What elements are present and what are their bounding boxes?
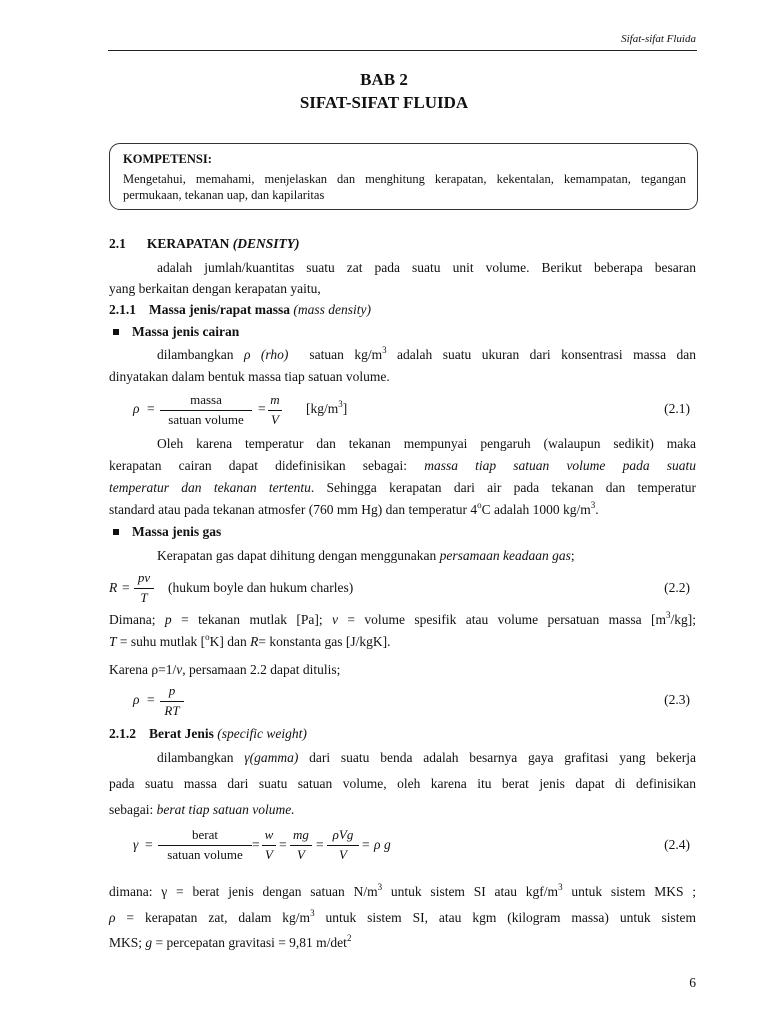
eq-symbol: γ: [133, 837, 139, 852]
fraction-denominator: V: [271, 412, 279, 427]
eq-note: (hukum boyle dan hukum charles): [168, 580, 354, 595]
header-rule: [108, 50, 697, 51]
subsection-number: 2.1.2: [109, 726, 136, 741]
paragraph-line: dilambangkan ρ (rho) satuan $kg/m^3$ adalah suatu ukuran dari konsentrasi massa dan: [157, 345, 697, 362]
paragraph-line: MKS; g = percepatan gravitasi = 9,81 $m/\det^2$: [109, 933, 352, 950]
fraction-numerator: pv: [137, 570, 151, 585]
equation-number: (2.1): [664, 401, 690, 416]
equation-number: (2.2): [664, 580, 690, 595]
section-number: 2.1: [109, 236, 126, 251]
paragraph-line: Karena ρ=1/v, persamaan 2.2 dapat ditulis;: [109, 662, 341, 677]
section-heading-2-1: [109, 236, 300, 252]
eq-symbol: ρ: [133, 401, 140, 416]
eq-symbol: ρ: [133, 692, 140, 707]
paragraph-line: dilambangkan γ(gamma) dari suatu benda adalah besarnya gaya grafitasi yang bekerja: [157, 750, 697, 765]
fraction-bar: [160, 410, 252, 411]
fraction-bar: [268, 410, 282, 411]
competency-box: [109, 143, 698, 210]
subsection-title-en: (mass density): [293, 302, 371, 317]
eq-unit: $[kg/m^3]$: [306, 399, 348, 416]
eq-symbol: ρ: [374, 837, 381, 852]
fraction-denominator: V: [339, 847, 347, 862]
bullet-square-icon: [113, 529, 119, 535]
bullet-label: Massa jenis gas: [132, 524, 222, 539]
paragraph-line: adalah jumlah/kuantitas suatu zat pada suatu unit volume. Berikut beberapa besaran: [157, 260, 696, 275]
fraction-numerator: berat: [192, 827, 218, 842]
subsection-title: Berat Jenis: [149, 726, 214, 741]
fraction-numerator: ρVg: [332, 827, 354, 842]
bullet-label: Massa jenis cairan: [132, 324, 240, 339]
subsection-heading-2-1-1: [109, 302, 371, 318]
paragraph-line: T = suhu mutlak [$^o$K] dan R= konstanta gas [J/kgK].: [109, 632, 391, 649]
subsection-title-en: (specific weight): [217, 726, 307, 741]
equation-number: (2.4): [664, 837, 690, 852]
fraction-denominator: V: [265, 847, 273, 862]
eq-symbol: R: [109, 580, 118, 595]
paragraph-line: temperatur dan tekanan tertentu. Sehingga kerapatan dari air pada tekanan dan temperatur: [109, 480, 697, 495]
fraction-bar: [158, 845, 252, 846]
subsection-heading-2-1-2: [109, 726, 307, 742]
bullet-item: [111, 524, 221, 540]
fraction-denominator: RT: [164, 703, 180, 718]
chapter-number: BAB 2: [360, 70, 408, 89]
paragraph-line: Dimana; p = tekanan mutlak [Pa]; v = volume spesifik atau volume persatuan massa $[m^3/kg]$;: [109, 610, 697, 627]
paragraph-line: yang berkaitan dengan kerapatan yaitu,: [109, 281, 321, 296]
fraction-bar: [134, 588, 154, 589]
fraction-bar: [160, 701, 184, 702]
paragraph-line: dinyatakan dalam bentuk massa tiap satuan volume.: [109, 369, 390, 384]
eq-symbol: =: [252, 837, 260, 852]
paragraph-line: pada suatu massa dari suatu satuan volume, oleh karena itu berat jenis dapat di definisikan: [109, 776, 696, 791]
fraction-denominator: satuan volume: [167, 847, 243, 862]
section-title: KERAPATAN: [146, 236, 230, 251]
eq-symbol: =: [147, 692, 155, 707]
paragraph-line: Oleh karena temperatur dan tekanan mempunyai pengaruh (walaupun sedikit) maka: [157, 436, 696, 451]
subsection-number: 2.1.1: [109, 302, 136, 317]
bullet-square-icon: [113, 329, 119, 335]
fraction-numerator: m: [270, 392, 280, 407]
eq-symbol: =: [147, 401, 155, 416]
eq-symbol: =: [362, 837, 370, 852]
eq-symbol: =: [145, 837, 153, 852]
subsection-title: Massa jenis/rapat massa: [149, 302, 290, 317]
fraction-bar: [262, 845, 276, 846]
chapter-title: SIFAT-SIFAT FLUIDA: [299, 93, 469, 112]
paragraph-line: standard atau pada tekanan atmosfer (760 mm Hg) dan temperatur 4$^o$C adalah 1000 $kg/m^3$.: [109, 500, 599, 517]
fraction-denominator: V: [297, 847, 305, 862]
paragraph-line: Kerapatan gas dapat dihitung dengan menggunakan persamaan keadaan gas;: [157, 548, 575, 563]
fraction-bar: [327, 845, 359, 846]
paragraph-line: ρ = kerapatan zat, dalam $kg/m^3$ untuk sistem SI, atau kgm (kilogram massa) untuk sistem: [109, 908, 697, 925]
paragraph-line: kerapatan cairan dapat didefinisikan sebagai: massa tiap satuan volume pada suatu: [109, 458, 697, 473]
competency-text: Mengetahui, memahami, menjelaskan dan menghitung kerapatan, kekentalan, kemampatan, tegangan permukaan, tekanan uap, dan kapilaritas: [123, 172, 686, 202]
fraction-numerator: w: [264, 827, 274, 842]
competency-title: KOMPETENSI:: [123, 152, 212, 166]
fraction-denominator: satuan volume: [168, 412, 244, 427]
paragraph-line: sebagai: berat tiap satuan volume.: [109, 802, 295, 817]
fraction-numerator: p: [168, 683, 176, 698]
eq-symbol: =: [258, 401, 266, 416]
eq-symbol: =: [316, 837, 324, 852]
fraction-denominator: T: [140, 590, 148, 605]
fraction-numerator: mg: [293, 827, 309, 842]
bullet-item: [111, 324, 239, 340]
paragraph-line: dimana: γ = berat jenis dengan satuan $N/m^3$ untuk sistem SI atau kgf/$m^3$ untuk sistem MKS ;: [109, 882, 697, 899]
eq-symbol: g: [384, 837, 391, 852]
page-number: 6: [689, 975, 696, 990]
eq-symbol: =: [279, 837, 287, 852]
eq-symbol: =: [122, 580, 130, 595]
fraction-bar: [290, 845, 312, 846]
running-header: Sifat-sifat Fluida: [621, 33, 696, 45]
equation-number: (2.3): [664, 692, 690, 707]
fraction-numerator: massa: [190, 392, 222, 407]
section-title-en: (DENSITY): [232, 236, 300, 251]
